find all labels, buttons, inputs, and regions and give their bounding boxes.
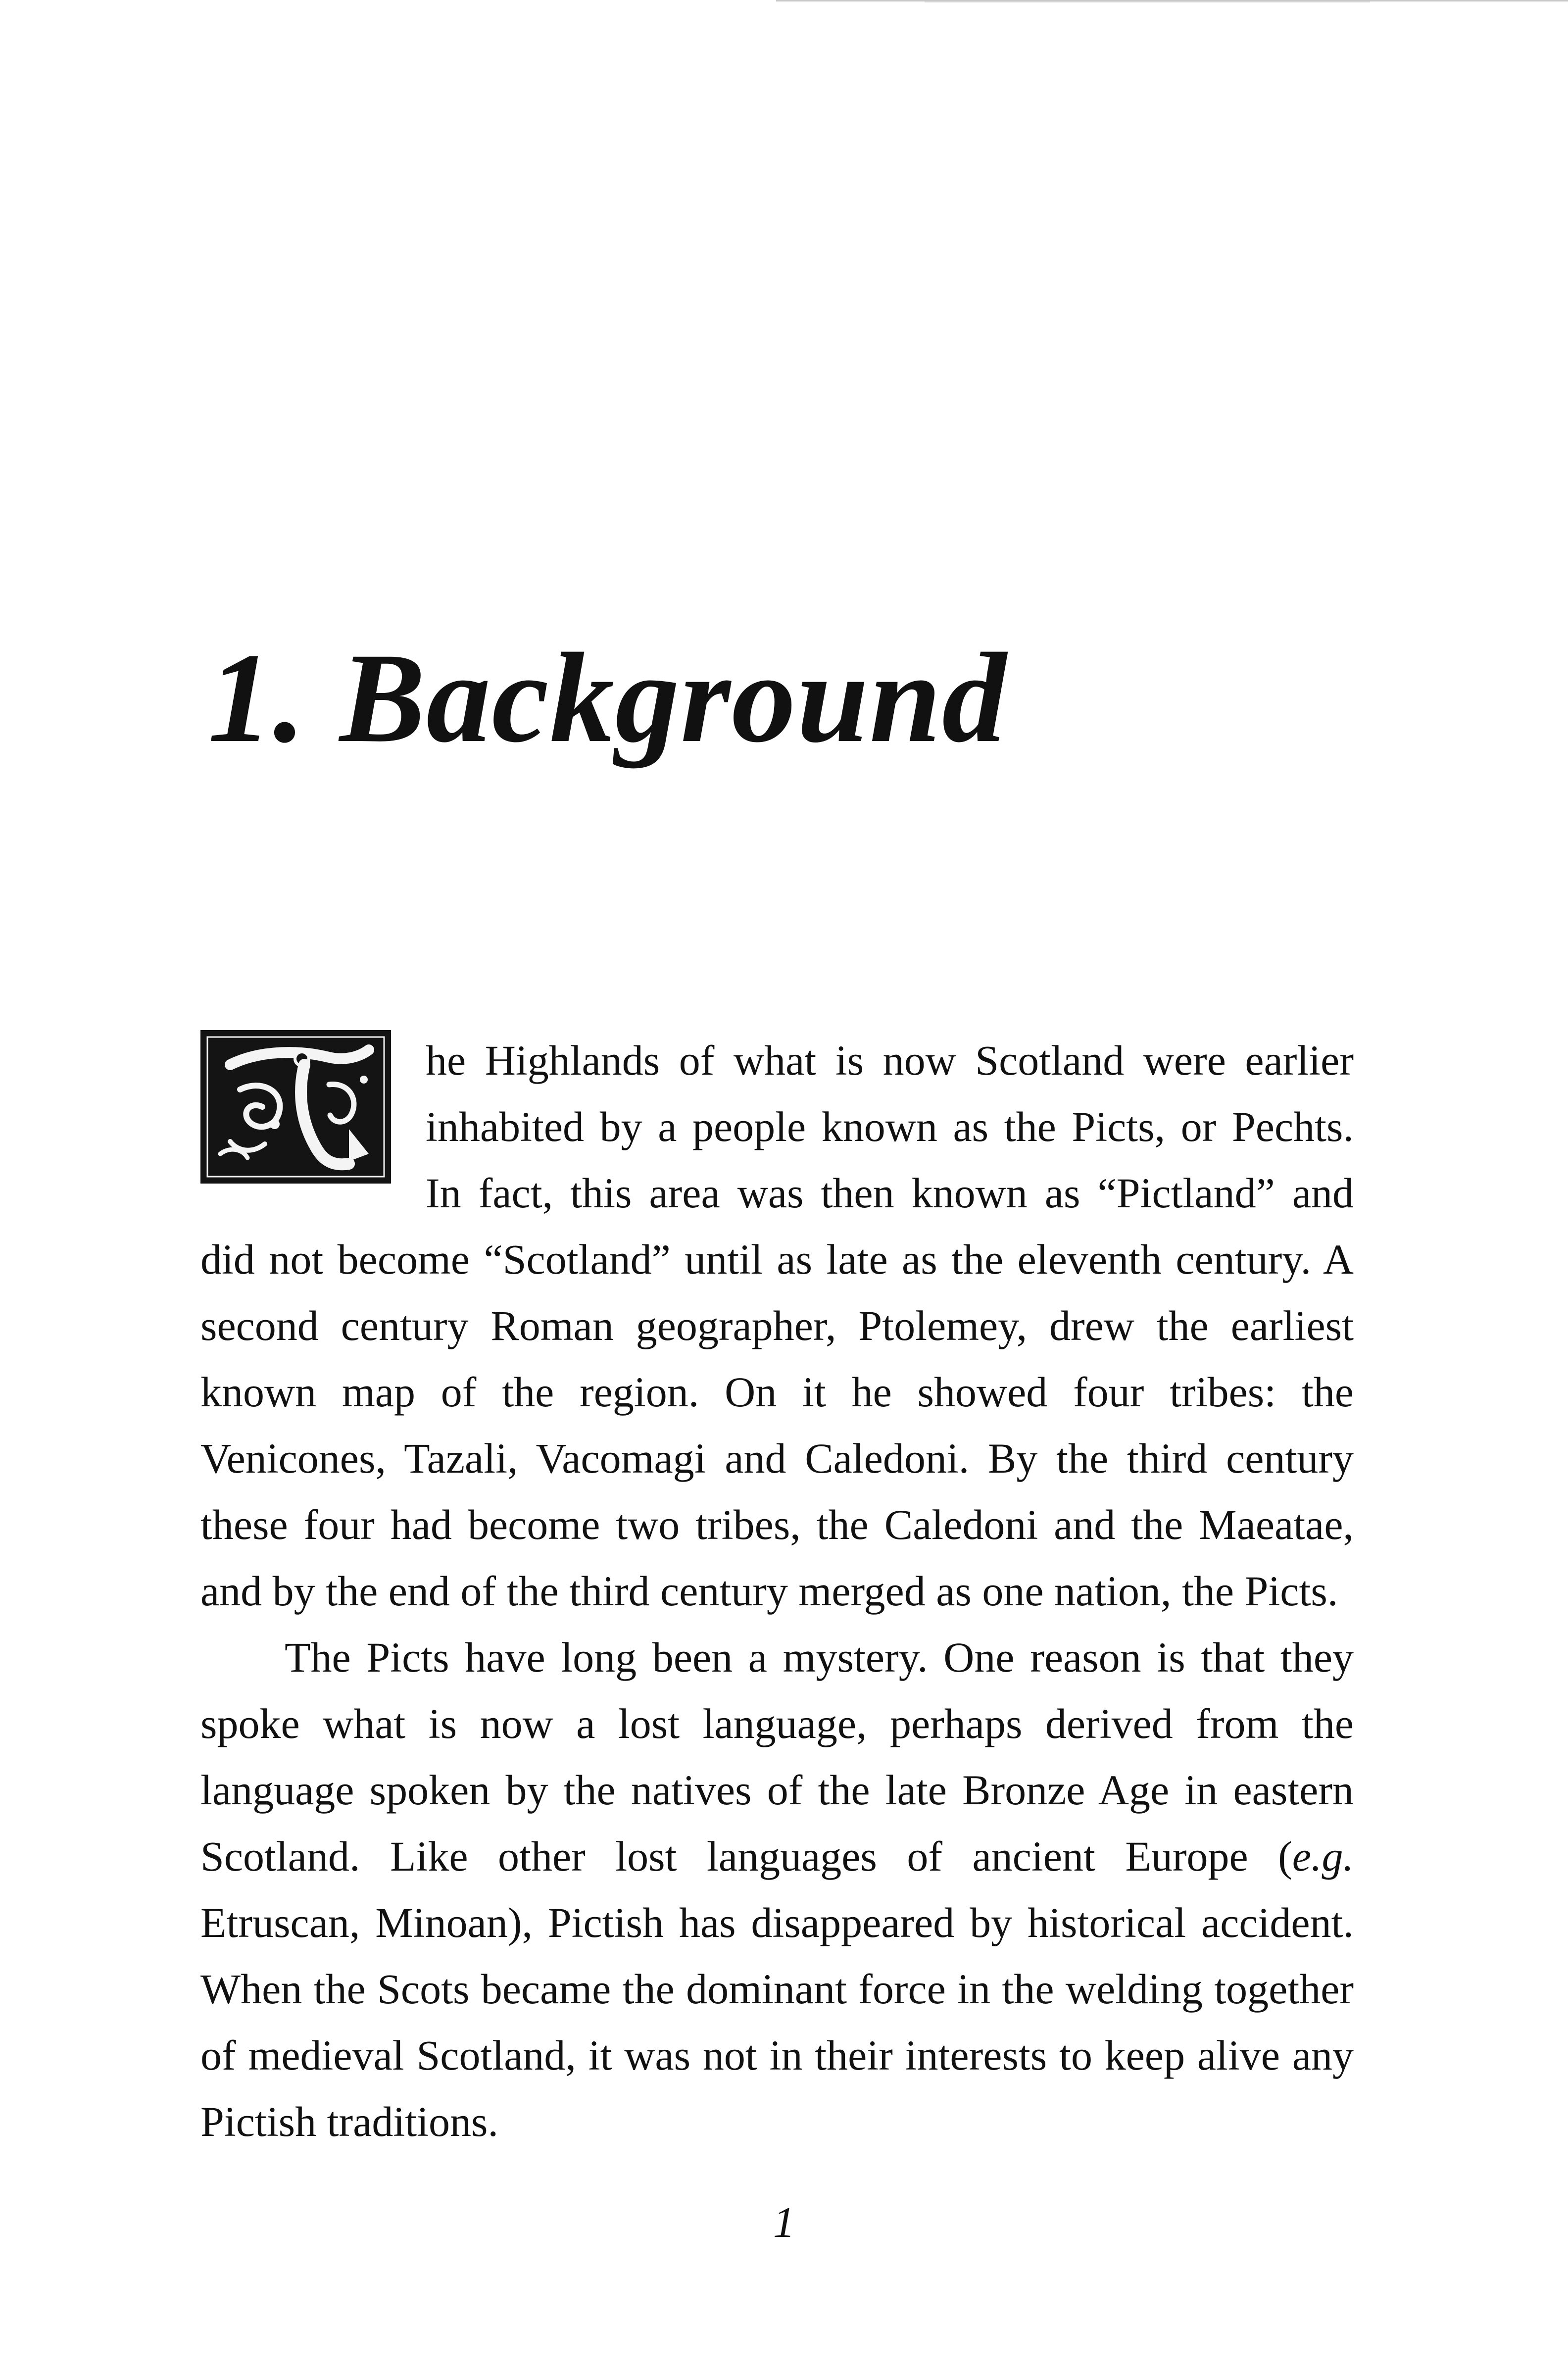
paragraph-2-text-start: The Picts have long been a mystery. One reason is that they spoke what is now a lost language, perhaps derived from the language spoken by the natives of the late Bronze Age in eastern Scotland. Like other lost languages of ancient Europe (: [200, 1634, 1354, 1880]
paragraph-2-emphasis: e.g.: [1292, 1832, 1354, 1880]
paragraph-1: he Highlands of what is now Scotland were earlier inhabited by a people known as the Picts, or Pechts. In fact, this area was then known as “Pictland” and did not become “Scotland” until as late as the eleventh century. A second century Roman geographer, Ptolemey, drew the earliest known map of the region. On it he showed four tribes: the Venicones, Tazali, Vacomagi and Caledoni. By the third century these four had become two tribes, the Caledoni and the Maeatae, and by the end of the third century merged as one nation, the Picts.: [200, 1037, 1354, 1615]
ornamental-initial-t-icon: [200, 1030, 391, 1184]
page-number: 1: [773, 2199, 795, 2247]
scan-edge-mark: [776, 0, 1568, 12]
body-text: [200, 1027, 1354, 2155]
chapter-title: 1. Background: [208, 627, 1008, 769]
paragraph-2: [200, 1624, 1354, 2155]
paragraph-2-text-end: Etruscan, Minoan), Pictish has disappeared by historical accident. When the Scots became the dominant force in the welding together of medieval Scotland, it was not in their interests to keep alive any Pictish traditions.: [200, 1899, 1354, 2145]
